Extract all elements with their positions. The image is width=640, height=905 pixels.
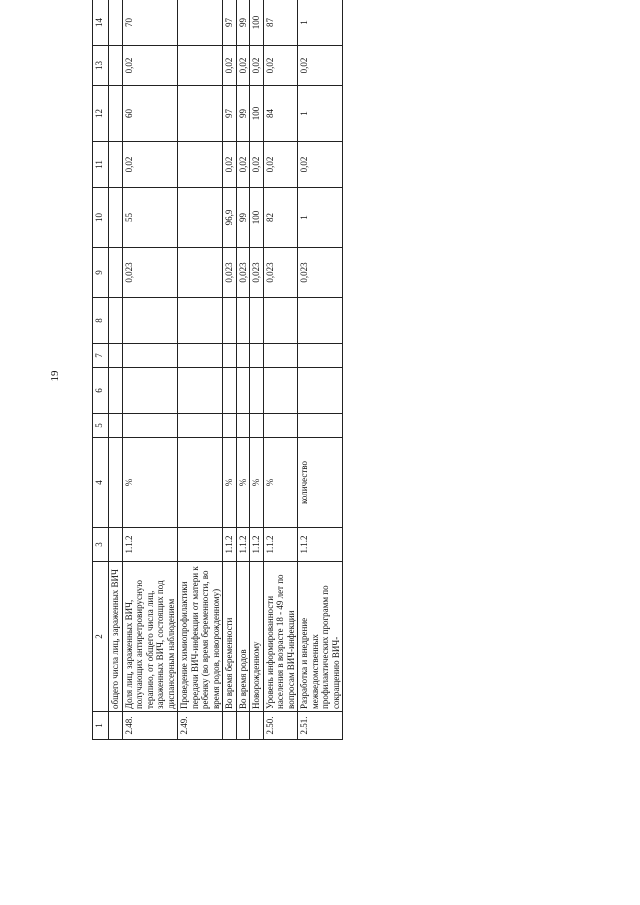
- table-cell-col-11: [178, 142, 223, 188]
- table-cell-col-14: [109, 0, 123, 46]
- table-cell-col-3: 1.1.2: [298, 528, 343, 562]
- table-cell-col-14: [178, 0, 223, 46]
- table-cell-col-13: 0,02: [250, 46, 264, 86]
- table-cell-col-1: 2.50.: [263, 712, 298, 740]
- col-header: 14: [93, 0, 109, 46]
- table-cell-col-12: 60: [122, 86, 178, 142]
- table-cell-col-3: 1.1.2: [122, 528, 178, 562]
- table-cell-col-5: [236, 414, 250, 438]
- table-cell-col-14: 99: [236, 0, 250, 46]
- table-row: [122, 0, 178, 740]
- table-cell-col-8: [109, 298, 123, 344]
- table-cell-col-3: [109, 528, 123, 562]
- table-cell-col-14: 97: [223, 0, 237, 46]
- table-cell-col-14: 87: [263, 0, 298, 46]
- table-cell-col-6: [109, 368, 123, 414]
- table-cell-col-7: [298, 344, 343, 368]
- table-cell-col-9: 0,023: [298, 248, 343, 298]
- table-cell-col-11: 0,02: [236, 142, 250, 188]
- table-cell-col-11: 0,02: [122, 142, 178, 188]
- table-cell-col-12: 97: [223, 86, 237, 142]
- table-cell-col-9: [109, 248, 123, 298]
- table-cell-col-13: 0,02: [122, 46, 178, 86]
- table-cell-col-5: [178, 414, 223, 438]
- table-cell-col-5: [250, 414, 264, 438]
- col-header: 2: [93, 562, 109, 712]
- table-cell-col-6: [178, 368, 223, 414]
- table-cell-col-13: 0,02: [263, 46, 298, 86]
- table-cell-col-12: 1: [298, 86, 343, 142]
- table-cell-col-2: общего числа лиц, зараженных ВИЧ: [109, 562, 123, 712]
- table-cell-col-3: [178, 528, 223, 562]
- table-cell-col-2: Уровень информированности населения в возрасте 18 - 49 лет по вопросам ВИЧ-инфекции: [263, 562, 298, 712]
- table-cell-col-1: 2.48.: [122, 712, 178, 740]
- table-cell-col-7: [223, 344, 237, 368]
- table-cell-col-5: [298, 414, 343, 438]
- table-cell-col-1: [236, 712, 250, 740]
- table-cell-col-8: [250, 298, 264, 344]
- table-cell-col-13: [109, 46, 123, 86]
- table-cell-col-13: 0,02: [298, 46, 343, 86]
- page-number: 19: [49, 370, 61, 382]
- table-cell-col-3: 1.1.2: [236, 528, 250, 562]
- table-cell-col-11: 0,02: [250, 142, 264, 188]
- col-header: 5: [93, 414, 109, 438]
- col-header: 4: [93, 438, 109, 528]
- table-cell-col-6: [236, 368, 250, 414]
- table-cell-col-10: 82: [263, 188, 298, 248]
- table-cell-col-6: [223, 368, 237, 414]
- col-header: 12: [93, 86, 109, 142]
- table-cell-col-4: [109, 438, 123, 528]
- table-cell-col-10: [178, 188, 223, 248]
- table-cell-col-5: [263, 414, 298, 438]
- table-cell-col-14: 70: [122, 0, 178, 46]
- table-cell-col-10: [109, 188, 123, 248]
- table-cell-col-11: 0,02: [298, 142, 343, 188]
- table-cell-col-8: [223, 298, 237, 344]
- table-cell-col-7: [250, 344, 264, 368]
- table-cell-col-2: Проведение химиопрофилактики передачи ВИЧ-инфекции от матери к ребенку (во время беременности, во время родов, новорожденному): [178, 562, 223, 712]
- table-cell-col-2: Во время беременности: [223, 562, 237, 712]
- table-cell-col-8: [122, 298, 178, 344]
- col-header: 13: [93, 46, 109, 86]
- table-cell-col-4: %: [223, 438, 237, 528]
- table-cell-col-10: 100: [250, 188, 264, 248]
- table-cell-col-5: [109, 414, 123, 438]
- table-cell-col-9: 0,023: [250, 248, 264, 298]
- table-cell-col-9: 0,023: [263, 248, 298, 298]
- table-cell-col-8: [298, 298, 343, 344]
- table-cell-col-6: [122, 368, 178, 414]
- table-cell-col-5: [223, 414, 237, 438]
- indicators-table: [92, 0, 343, 740]
- table-cell-col-4: количество: [298, 438, 343, 528]
- table-row: [223, 0, 237, 740]
- rotated-table-area: [92, 0, 612, 740]
- table-cell-col-11: [109, 142, 123, 188]
- col-header: 7: [93, 344, 109, 368]
- col-header: 10: [93, 188, 109, 248]
- table-cell-col-9: 0,023: [122, 248, 178, 298]
- col-header: 11: [93, 142, 109, 188]
- table-cell-col-10: 1: [298, 188, 343, 248]
- table-cell-col-2: Доля лиц, зараженных ВИЧ, получающих антиретровирусную терапию, от общего числа лиц, зараженных ВИЧ, состоящих под диспансерным наблюдением: [122, 562, 178, 712]
- col-header: 1: [93, 712, 109, 740]
- table-cell-col-11: 0,02: [263, 142, 298, 188]
- table-cell-col-1: [250, 712, 264, 740]
- table-cell-col-2: Разработка и внедрение межведомственных профилактических программ по сокращению ВИЧ-: [298, 562, 343, 712]
- table-row: [178, 0, 223, 740]
- table-cell-col-1: 2.51.: [298, 712, 343, 740]
- table-cell-col-7: [263, 344, 298, 368]
- table-cell-col-13: 0,02: [236, 46, 250, 86]
- table-row: [236, 0, 250, 740]
- table-cell-col-8: [236, 298, 250, 344]
- table-cell-col-6: [298, 368, 343, 414]
- table-cell-col-10: 99: [236, 188, 250, 248]
- table-cell-col-1: 2.49.: [178, 712, 223, 740]
- table-cell-col-10: 96,9: [223, 188, 237, 248]
- table-cell-col-4: %: [250, 438, 264, 528]
- table-cell-col-9: 0,023: [236, 248, 250, 298]
- table-cell-col-9: [178, 248, 223, 298]
- table-cell-col-12: 100: [250, 86, 264, 142]
- table-row: [263, 0, 298, 740]
- table-cell-col-8: [178, 298, 223, 344]
- col-header: 9: [93, 248, 109, 298]
- table-cell-col-12: [109, 86, 123, 142]
- table-cell-col-4: %: [263, 438, 298, 528]
- table-cell-col-13: [178, 46, 223, 86]
- table-cell-col-4: [178, 438, 223, 528]
- table-cell-col-7: [178, 344, 223, 368]
- table-cell-col-13: 0,02: [223, 46, 237, 86]
- table-cell-col-3: 1.1.2: [223, 528, 237, 562]
- table-cell-col-2: Во время родов: [236, 562, 250, 712]
- table-cell-col-5: [122, 414, 178, 438]
- table-cell-col-6: [250, 368, 264, 414]
- table-cell-col-14: 100: [250, 0, 264, 46]
- col-header: 8: [93, 298, 109, 344]
- header-row: [93, 0, 109, 740]
- table-cell-col-7: [122, 344, 178, 368]
- col-header: 6: [93, 368, 109, 414]
- table-cell-col-12: 84: [263, 86, 298, 142]
- table-row: [250, 0, 264, 740]
- table-row: [109, 0, 123, 740]
- table-cell-col-12: 99: [236, 86, 250, 142]
- table-cell-col-7: [236, 344, 250, 368]
- table-cell-col-10: 55: [122, 188, 178, 248]
- table-cell-col-7: [109, 344, 123, 368]
- table-cell-col-14: 1: [298, 0, 343, 46]
- table-cell-col-11: 0,02: [223, 142, 237, 188]
- table-cell-col-1: [109, 712, 123, 740]
- table-cell-col-9: 0,023: [223, 248, 237, 298]
- table-row: [298, 0, 343, 740]
- table-cell-col-3: 1.1.2: [250, 528, 264, 562]
- table-cell-col-6: [263, 368, 298, 414]
- table-cell-col-8: [263, 298, 298, 344]
- table-cell-col-2: Новорожденному: [250, 562, 264, 712]
- table-cell-col-4: %: [236, 438, 250, 528]
- col-header: 3: [93, 528, 109, 562]
- table-cell-col-4: %: [122, 438, 178, 528]
- table-cell-col-1: [223, 712, 237, 740]
- table-cell-col-3: 1.1.2: [263, 528, 298, 562]
- table-cell-col-12: [178, 86, 223, 142]
